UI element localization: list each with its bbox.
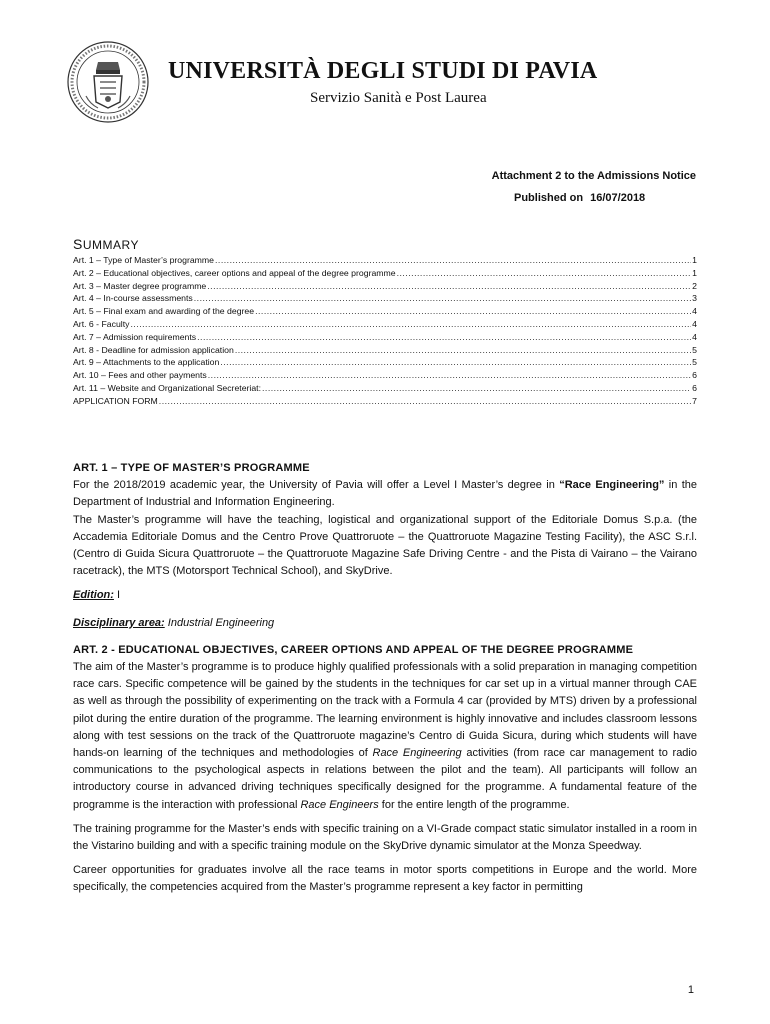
toc-item-label: Art. 8 - Deadline for admission application <box>73 344 234 355</box>
toc-item-page: 5 <box>692 357 697 368</box>
area-value: Industrial Engineering <box>164 616 275 629</box>
art2-p1-text-end: for the entire length of the programme. <box>378 798 570 811</box>
area-label: Disciplinary area: <box>73 616 165 629</box>
art1-p1-text: For the 2018/2019 academic year, the University of Pavia will offer a Level I Master’s degree in <box>73 479 560 492</box>
toc-leader <box>207 280 691 293</box>
toc-item-label: Art. 3 – Master degree programme <box>73 280 207 291</box>
art2-p1-italic: Race Engineering <box>372 747 462 760</box>
toc-leader <box>130 318 691 331</box>
art2-p1-text: The aim of the Master’s programme is to produce highly qualified professionals with a solid preparation in managing competition race cars. Specific competence will be gained by the students in the techniques for car set up in a virtual manner through CAE as well as through the possibility of experimenting on the track with a Formula 4 car (provided by MTS) driven by a professional pilot during the entire duration of the programme. The learning environment is highly innovative and includes classroom lessons along with test sessions on the track of the Quattroruote magazine’s Centro di Guida Sicura, during which students will have hands-on learning of the techniques and methodologies of <box>73 661 697 760</box>
university-seal-logo <box>66 40 150 124</box>
toc-item[interactable] <box>73 356 697 369</box>
toc-item-label: Art. 1 – Type of Master’s programme <box>73 255 214 265</box>
toc-item[interactable] <box>73 369 697 382</box>
summary-heading-initial: S <box>73 236 83 252</box>
edition-line <box>73 587 697 604</box>
toc-leader <box>397 267 692 280</box>
summary-heading-rest: UMMARY <box>82 238 139 252</box>
toc-item-label: Art. 4 – In-course assessments <box>73 293 193 304</box>
summary-heading <box>73 236 139 252</box>
art1-paragraph-2: The Master’s programme will have the teaching, logistical and organizational support of the Editoriale Domus S.p.a. (the Accademia Editoriale Domus and the Centro Prove Quattroruote – the Quattroruote Magazine Testing Facility), the ASC S.r.l. (Centro di Guida Sicura Quattroruote – the Quattroruote Magazine Safe Driving Centre - and the Pista di Vairano – the Vairano racetrack), the MTS (Motorsport Technical School), and SkyDrive. <box>73 513 697 578</box>
toc-item-page: 6 <box>692 370 697 381</box>
toc-item-label: APPLICATION FORM <box>73 395 158 406</box>
toc-leader <box>235 344 691 357</box>
toc-item-label: Art. 9 – Attachments to the application <box>73 357 220 368</box>
toc-item-label: Art. 10 – Fees and other payments <box>73 370 207 381</box>
toc-item-page: 1 <box>692 255 697 265</box>
toc-item[interactable] <box>73 254 697 267</box>
toc-leader <box>197 331 691 344</box>
toc-item-page: 7 <box>692 395 697 406</box>
toc-item[interactable] <box>73 305 697 318</box>
toc-item-label: Art. 7 – Admission requirements <box>73 331 197 342</box>
toc-item-label: Art. 5 – Final exam and awarding of the degree <box>73 306 255 317</box>
art2-paragraph-2: The training programme for the Master’s ends with specific training on a VI-Grade compact static simulator installed in a room in the Vistarino building and with a specific training module on the SkyDrive dynamic simulator at the Monza Speedway. <box>73 822 697 853</box>
art2-paragraph-3: Career opportunities for graduates involve all the race teams in motor sports competitions in Europe and the world. More specifically, the competencies acquired from the Master’s programme represent a key factor in permitting <box>73 864 697 894</box>
toc-item-label: Art. 6 - Faculty <box>73 318 130 329</box>
program-name: “Race Engineering” <box>559 479 665 492</box>
art1-paragraph-1 <box>73 477 697 511</box>
art1-heading: ART. 1 – TYPE OF MASTER’S PROGRAMME <box>73 462 310 474</box>
toc-item[interactable] <box>73 331 697 344</box>
document-body <box>73 460 697 897</box>
table-of-contents <box>73 254 697 408</box>
art1-p1-text-end: in the Department of Industrial and Information Engineering. <box>73 479 697 509</box>
area-line <box>73 615 697 632</box>
toc-leader <box>262 382 691 395</box>
toc-leader <box>215 254 691 267</box>
toc-item-page: 6 <box>692 382 697 393</box>
toc-item-page: 5 <box>692 344 697 355</box>
service-name: Servizio Sanità e Post Laurea <box>310 90 487 106</box>
toc-item-label: Art. 2 – Educational objectives, career options and appeal of the degree programme <box>73 267 396 278</box>
toc-item-page: 2 <box>692 280 697 291</box>
toc-leader <box>194 292 691 305</box>
art2-paragraph-1 <box>73 659 697 814</box>
toc-item[interactable] <box>73 382 697 395</box>
art2-heading: ART. 2 - EDUCATIONAL OBJECTIVES, CAREER OPTIONS AND APPEAL OF THE DEGREE PROGRAMME <box>73 643 634 656</box>
toc-item[interactable] <box>73 395 697 408</box>
toc-leader <box>220 356 691 369</box>
toc-item-page: 4 <box>692 331 697 342</box>
toc-leader <box>159 395 691 408</box>
toc-item-page: 4 <box>692 306 697 317</box>
toc-item[interactable] <box>73 318 697 331</box>
published-line <box>514 192 645 204</box>
published-date: 16/07/2018 <box>590 192 646 204</box>
toc-leader <box>255 305 691 318</box>
art2-p1-text-mid: activities (from race car management to radio communications to the psychological aspects in relations between the pilot and the team). All participants will follow an introductory course in advanced driving techniques specifically designed for the programme. A fundamental feature of the programme is the interaction with professional <box>73 747 697 811</box>
toc-item[interactable] <box>73 280 697 293</box>
published-label: Published on <box>514 192 584 204</box>
toc-item-page: 1 <box>692 267 697 278</box>
edition-label: Edition: <box>73 589 114 602</box>
toc-item-page: 3 <box>692 293 697 304</box>
university-name: UNIVERSITÀ DEGLI STUDI DI PAVIA <box>168 58 598 84</box>
art2-p1-italic-2: Race Engineers <box>300 798 379 811</box>
toc-item-label: Art. 11 – Website and Organizational Secreteriat: <box>73 382 262 393</box>
attachment-label: Attachment 2 to the Admissions Notice <box>491 170 696 182</box>
toc-leader <box>208 369 691 382</box>
toc-item[interactable] <box>73 292 697 305</box>
toc-item[interactable] <box>73 344 697 357</box>
toc-item[interactable] <box>73 267 697 280</box>
toc-item-page: 4 <box>692 318 697 329</box>
page-number: 1 <box>687 984 694 996</box>
edition-value: I <box>113 589 121 602</box>
